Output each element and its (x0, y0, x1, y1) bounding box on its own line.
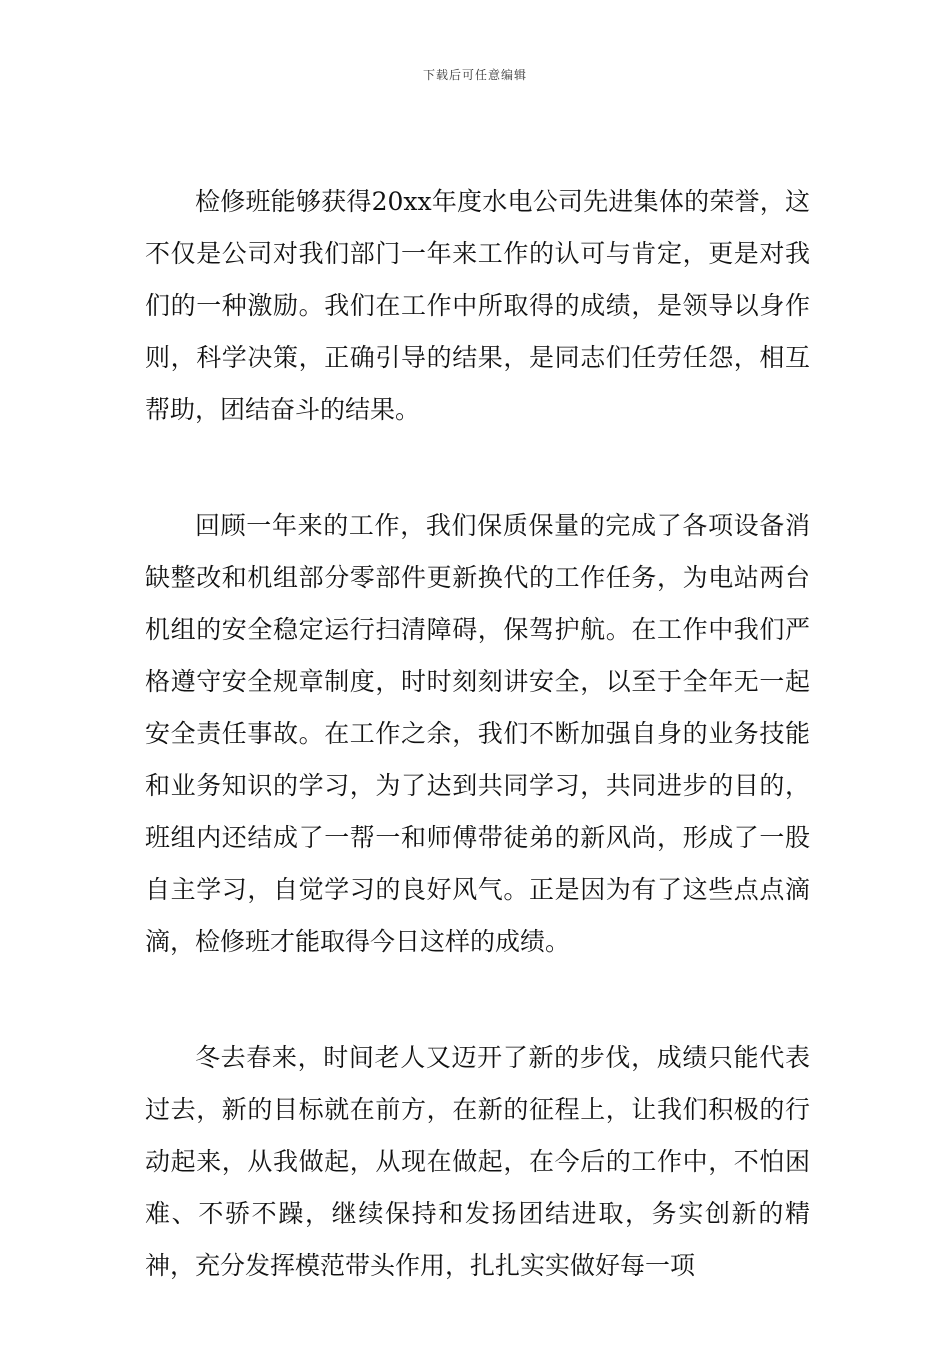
document-body (145, 176, 810, 1356)
paragraph-1: 检修班能够获得20xx年度水电公司先进集体的荣誉，这不仅是公司对我们部门一年来工作的认可与肯定，更是对我们的一种激励。我们在工作中所取得的成绩，是领导以身作则，科学决策，正确引导的结果，是同志们任劳任怨，相互帮助，团结奋斗的结果。 (145, 187, 810, 424)
paragraph-3: 冬去春来，时间老人又迈开了新的步伐，成绩只能代表过去，新的目标就在前方，在新的征程上，让我们积极的行动起来，从我做起，从现在做起，在今后的工作中，不怕困难、不骄不躁，继续保持和发扬团结进取，务实创新的精神，充分发挥模范带头作用，扎扎实实做好每一项 (145, 1043, 810, 1280)
paragraph-2: 回顾一年来的工作，我们保质保量的完成了各项设备消缺整改和机组部分零部件更新换代的工作任务，为电站两台机组的安全稳定运行扫清障碍，保驾护航。在工作中我们严格遵守安全规章制度，时时刻刻讲安全，以至于全年无一起安全责任事故。在工作之余，我们不断加强自身的业务技能和业务知识的学习，为了达到共同学习，共同进步的目的，班组内还结成了一帮一和师傅带徒弟的新风尚，形成了一股自主学习，自觉学习的良好风气。正是因为有了这些点点滴滴，检修班才能取得今日这样的成绩。 (145, 511, 810, 956)
header-note: 下载后可任意编辑 (422, 68, 527, 82)
